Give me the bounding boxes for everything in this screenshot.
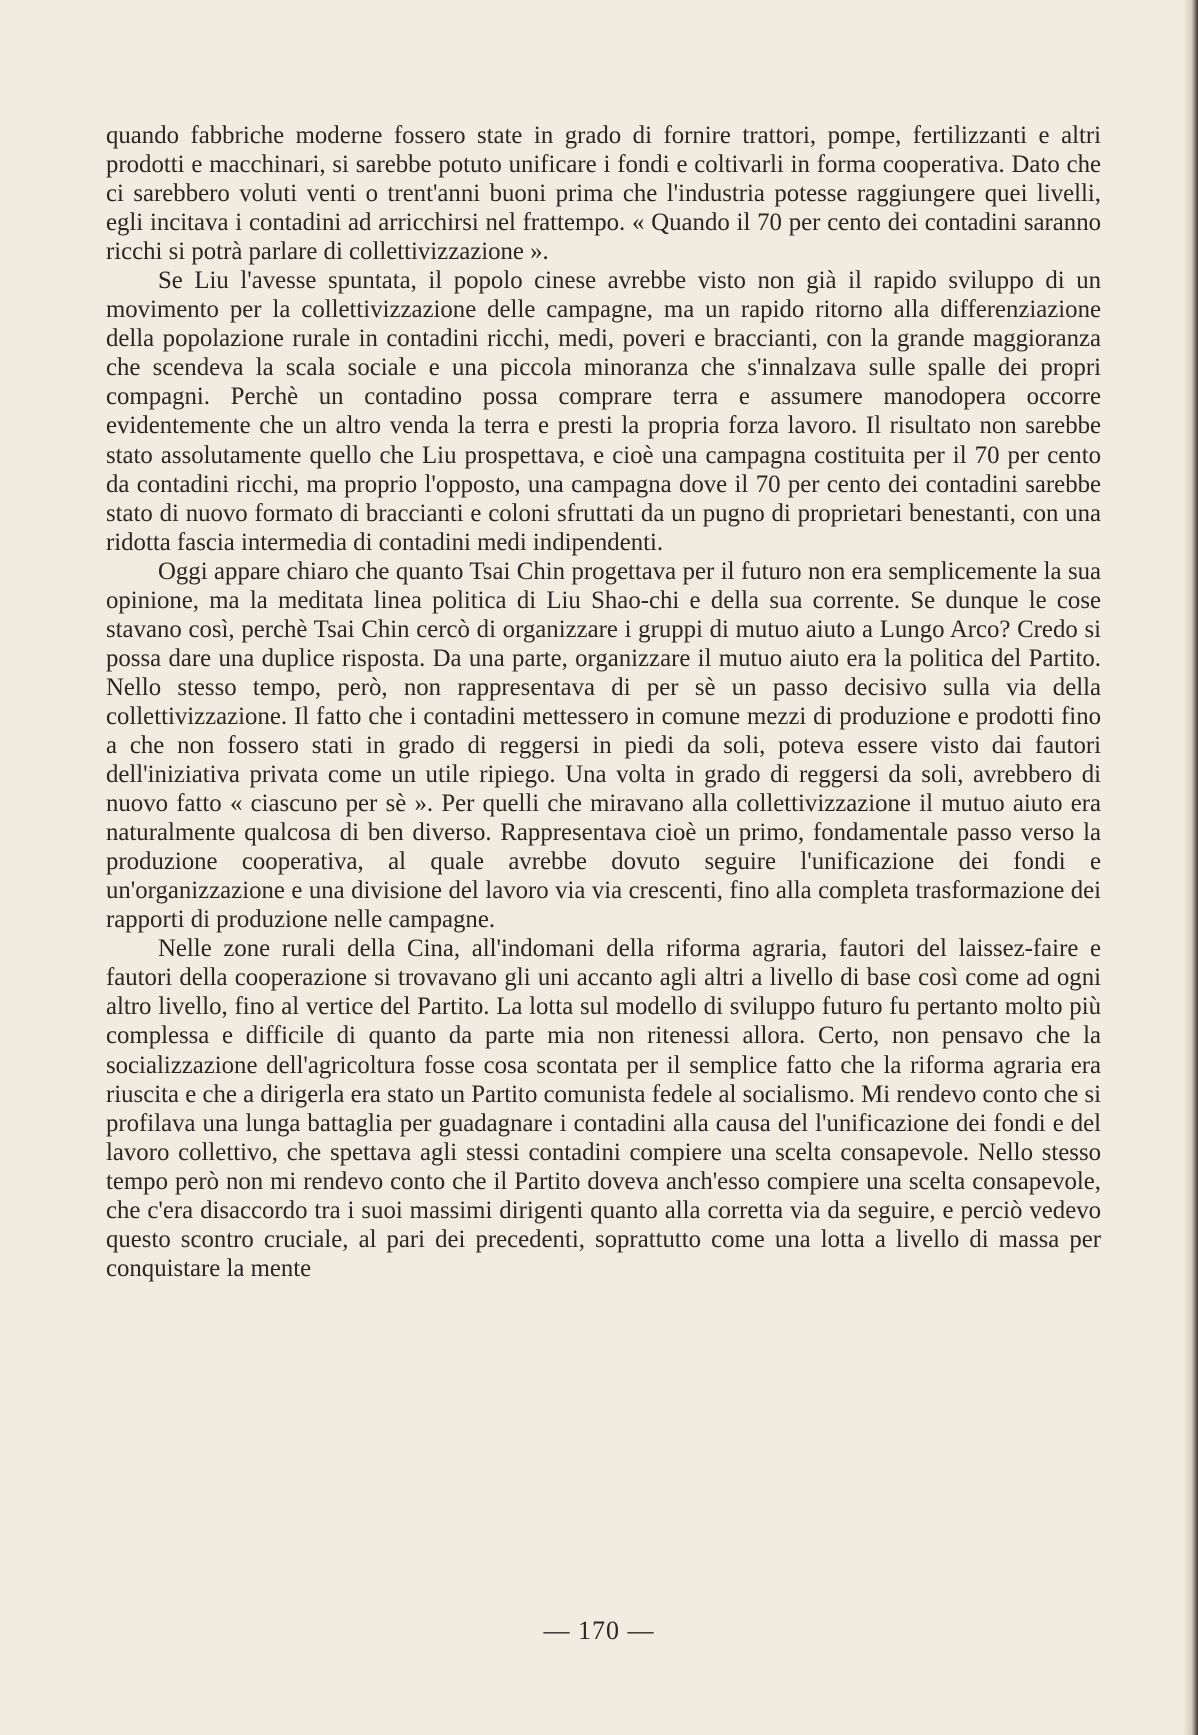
paragraph-1: quando fabbriche moderne fossero state in grado di fornire trattori, pompe, fertilizzanti e altri prodotti e macchinari, si sarebbe potuto unificare i fondi e coltivarli in forma cooperativa. Dato che ci sarebbero voluti venti o trent'anni buoni prima che l'industria potesse raggiungere quei livelli, egli incitava i contadini ad arricchirsi nel frattempo. « Quando il 70 per cento dei contadini saranno ricchi si potrà parlare di collettivizzazione ». [106,122,1101,266]
paragraph-3: Oggi appare chiaro che quanto Tsai Chin progettava per il futuro non era semplicemente la sua opinione, ma la meditata linea politica di Liu Shao-chi e della sua corrente. Se dunque le cose stavano così, perchè Tsai Chin cercò di organizzare i gruppi di mutuo aiuto a Lungo Arco? Credo si possa dare una duplice risposta. Da una parte, organizzare il mutuo aiuto era la politica del Partito. Nello stesso tempo, però, non rappresentava di per sè un passo decisivo sulla via della collettivizzazione. Il fatto che i contadini mettessero in comune mezzi di produzione e prodotti fino a che non fossero stati in grado di reggersi in piedi da soli, poteva essere visto dai fautori dell'iniziativa privata come un utile ripiego. Una volta in grado di reggersi da soli, avrebbero di nuovo fatto « ciascuno per sè ». Per quelli che miravano alla collettivizzazione il mutuo aiuto era naturalmente qualcosa di ben diverso. Rappresentava cioè un primo, fondamentale passo verso la produzione cooperativa, al quale avrebbe dovuto seguire l'unificazione dei fondi e un'organizzazione e una divisione del lavoro via via crescenti, fino alla completa trasformazione dei rapporti di produzione nelle campagne. [106,557,1101,934]
page-edge-shadow [1184,0,1198,1735]
paragraph-2: Se Liu l'avesse spuntata, il popolo cinese avrebbe visto non già il rapido sviluppo di un movimento per la collettivizzazione delle campagne, ma un rapido ritorno alla differenziazione della popolazione rurale in contadini ricchi, medi, poveri e braccianti, con la grande maggioranza che scendeva la scala sociale e una piccola minoranza che s'innalzava sulle spalle dei propri compagni. Perchè un contadino possa comprare terra e assumere manodopera occorre evidentemente che un altro venda la terra e presti la propria forza lavoro. Il risultato non sarebbe stato assolutamente quello che Liu prospettava, e cioè una campagna costituita per il 70 per cento da contadini ricchi, ma proprio l'opposto, una campagna dove il 70 per cento dei contadini sarebbe stato di nuovo formato di braccianti e coloni sfruttati da un pugno di proprietari benestanti, con una ridotta fascia intermedia di contadini medi indipendenti. [106,267,1101,556]
paragraph-4: Nelle zone rurali della Cina, all'indomani della riforma agraria, fautori del laissez-faire e fautori della cooperazione si trovavano gli uni accanto agli altri a livello di base così come ad ogni altro livello, fino al vertice del Partito. La lotta sul modello di sviluppo futuro fu pertanto molto più complessa e difficile di quanto da parte mia non ritenessi allora. Certo, non pensavo che la socializzazione dell'agricoltura fosse cosa scontata per il semplice fatto che la riforma agraria era riuscita e che a dirigerla era stato un Partito comunista fedele al socialismo. Mi rendevo conto che si profilava una lunga battaglia per guadagnare i contadini alla causa del l'unificazione dei fondi e del lavoro collettivo, che spettava agli stessi contadini compiere una scelta consapevole. Nello stesso tempo però non mi rendevo conto che il Partito doveva anch'esso compiere una scelta consapevole, che c'era disaccordo tra i suoi massimi dirigenti quanto alla corretta via da seguire, e perciò vedevo questo scontro cruciale, al pari dei precedenti, soprattutto come una lotta a livello di massa per conquistare la mente [106,935,1101,1282]
body-text [106,121,1101,1283]
page-number: — 170 — [543,1616,655,1645]
